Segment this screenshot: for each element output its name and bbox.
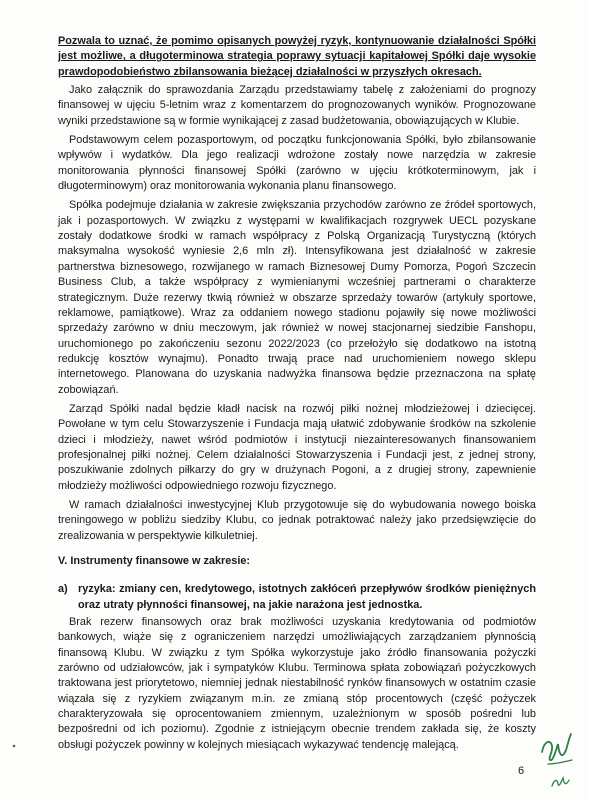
paragraph-forecast: Jako załącznik do sprawozdania Zarządu przedstawiamy tabelę z założeniami do prognozy finansowej w ujęciu 5-letnim wraz z komentarzem do prognozowanych wyników. Prognozowane wyniki przedstawione są w formie wynikającej z zasad budżetowania, obowiązujących w Klubie. [58, 84, 536, 127]
lead-statement: Pozwala to uznać, że pomimo opisanych powyżej ryzyk, kontynuowanie działalności Spółki jest możliwe, a długoterminowa strategia poprawy sytuacji kapitałowej Spółki daje wysokie prawdopodobieństwo zbilansowania bieżącej działalności w przyszłych okresach. [58, 35, 536, 78]
subsection-text: ryzyka: zmiany cen, kredytowego, istotnych zakłóceń przepływów środków pieniężnych oraz utraty płynności finansowej, na jakie narażona jest jednostka. [78, 583, 536, 611]
paragraph-revenue: Spółka podejmuje działania w zakresie zwiększania przychodów zarówno ze źródeł sportowych, jak i pozasportowych. W związku z występami w kwalifikacjach rozgrywek UECL pozyskane zostały dodatkowe środki w ramach współpracy z Polską Organizacją Turystyczną (których maksymalna wysokość wyniesie 2,6 mln zł). Intensyfikowana jest działalność w zakresie partnerstwa biznesowego, rozwijanego w ramach Biznesowej Dumy Pomorza, Pogoń Szczecin Business Club, a także współpracy z wymienianymi wcześniej partnerami o charakterze strategicznym. Duże rezerwy tkwią również w obszarze sprzedaży towarów (artykuły sportowe, reklamowe, pamiątkowe). Wraz za oddaniem nowego stadionu pojawiły się nowe możliwości sprzedaży zarówno w dniu meczowym, jak również w nowej stacjonarnej siedzibie Fanshopu, uruchomionego po zakończeniu sezonu 2022/2023 (co przełożyło się dodatkowo na istotną redukcję kosztów wynajmu). Ponadto trwają prace nad uruchomieniem nowego sklepu internetowego. Planowana do uzyskania nadwyżka finansowa będzie przeznaczona na spłatę zobowiązań. [58, 199, 536, 396]
margin-mark [12, 744, 16, 748]
paragraph-balancing: Podstawowym celem pozasportowym, od początku funkcjonowania Spółki, było zbilansowanie wpływów i wydatków. Dla jego realizacji wdrożone zostały nowe narzędzia w zakresie monitorowania płynności finansowej Spółki (zarówno w ujęciu krótkoterminowym, jak i długoterminowym) oraz monitorowania wykonania planu finansowego. [58, 134, 536, 193]
page-number: 6 [518, 765, 525, 777]
page-text [58, 34, 536, 757]
paragraph-youth-football: Zarząd Spółki nadal będzie kładł nacisk na rozwój piłki nożnej młodzieżowej i dziecięcej. Powołane w tym celu Stowarzyszenie i Fundacja mają ułatwić zdobywanie środków na szkolenie dzieci i młodzieży, nawet wśród podmiotów i instytucji niezainteresowanych finansowaniem profesjonalnej piłki nożnej. Celem działalności Stowarzyszenia i Fundacji jest, z jednej strony, poszukiwanie zdolnych piłkarzy do gry w drużynach Pogoni, a z drugiej strony, zapewnienie młodzieży możliwości odpowiedniego rozwoju fizycznego. [58, 402, 536, 492]
subsection-marker: a) [58, 583, 68, 596]
section-heading: V. Instrumenty finansowe w zakresie: [58, 555, 251, 567]
subsection-heading [58, 582, 536, 613]
handwritten-initials-signature [538, 720, 578, 795]
paragraph-liquidity: Brak rezerw finansowych oraz brak możliwości uzyskania kredytowania od podmiotów bankowych, wiąże się z ograniczeniem narzędzi umożliwiających zarządzaniem płynnością finansową Klubu. W związku z tym Spółka wykorzystuje jako źródło finansowania pożyczki zarówno od udziałowców, jak i sympatyków Klubu. Terminowa spłata zobowiązań pożyczkowych traktowana jest priorytetowo, niemniej jednak niestabilność rynków finansowych w ostatnim czasie wiązała się z ryzykiem związanym m.in. ze zmianą stóp procentowych (część pożyczek charakteryzowała się oprocentowaniem zmiennym, uzależnionym w sposób pośredni lub bezpośredni od ich poziomu). Zgodnie z istniejącym obecnie trendem zakłada się, że koszty obsługi pożyczek powinny w kolejnych miesiącach wykazywać tendencję malejącą. [58, 616, 536, 751]
paragraph-investment: W ramach działalności inwestycyjnej Klub przygotowuje się do wybudowania nowego boiska treningowego w pobliżu siedziby Klubu, co jednak potraktować należy jako przedsięwzięcie do zrealizowania w perspektywie kilkuletniej. [58, 498, 536, 542]
